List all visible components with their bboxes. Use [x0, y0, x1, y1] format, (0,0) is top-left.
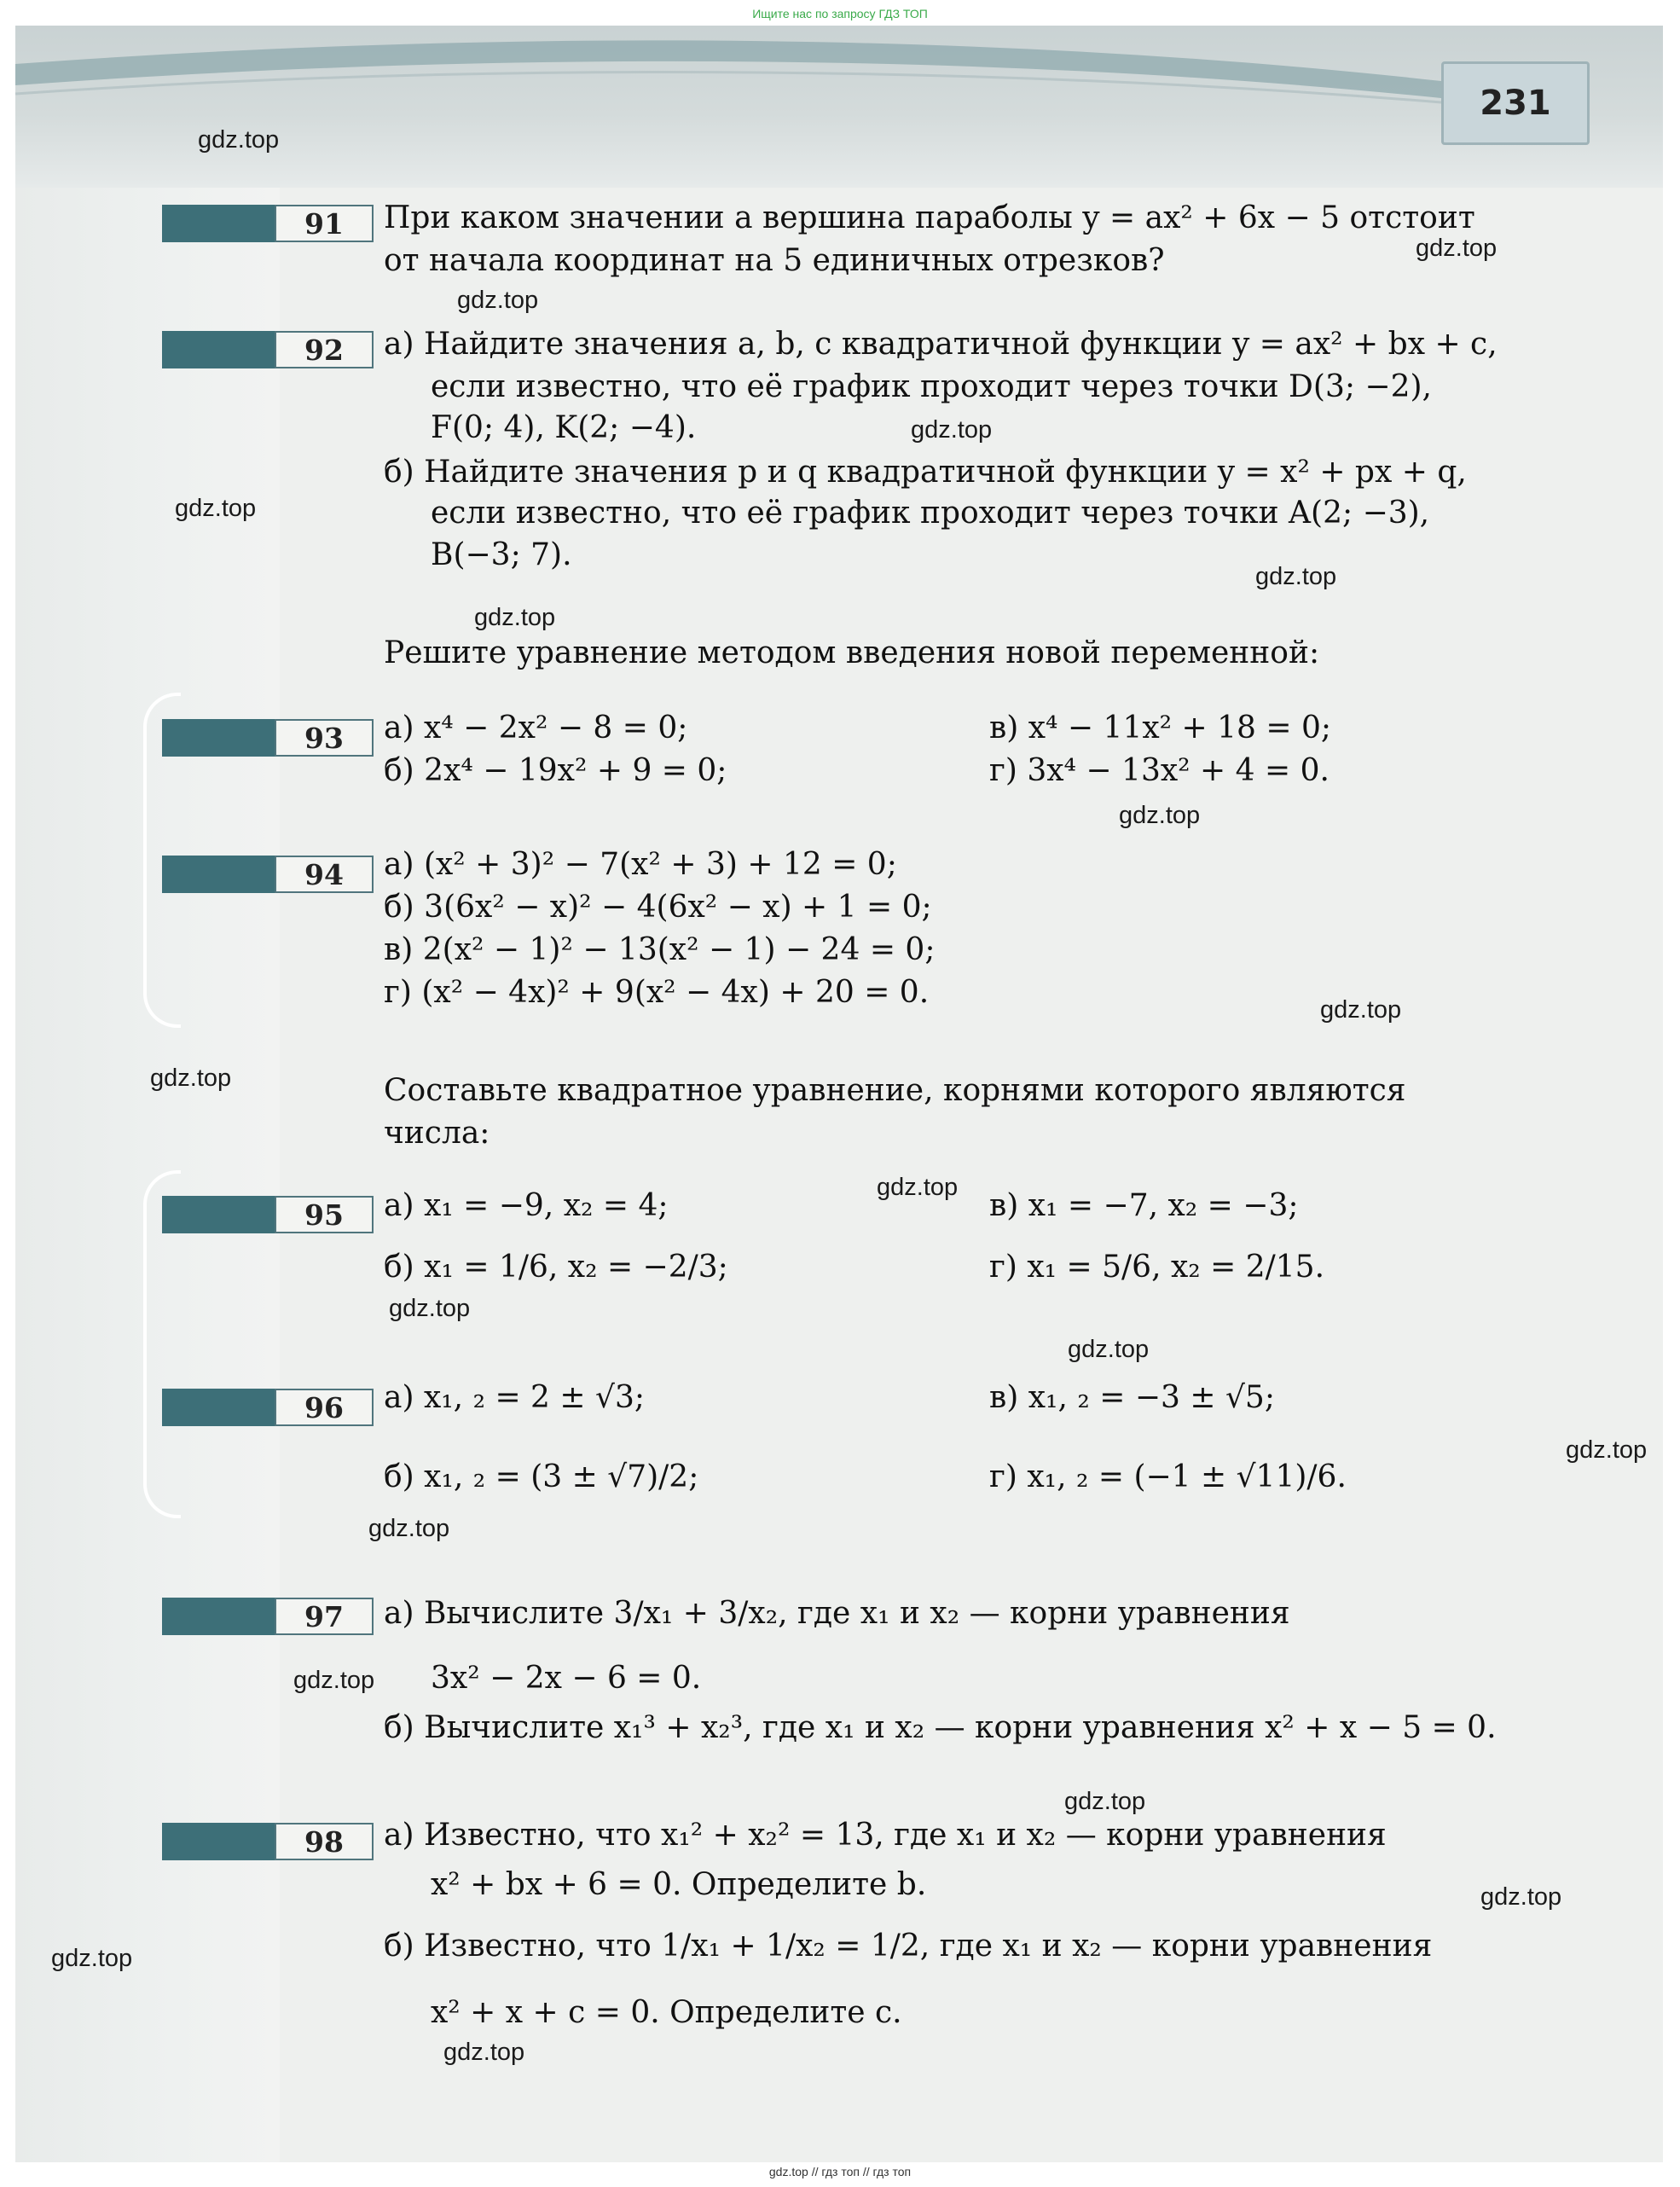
problem-95-a: а) x₁ = −9, x₂ = 4; — [384, 1188, 669, 1223]
problem-97-a-line1: а) Вычислите 3/x₁ + 3/x₂, где x₁ и x₂ — корни уравнения — [384, 1596, 1290, 1631]
problem-98-a-line2: x² + bx + 6 = 0. Определите b. — [431, 1867, 927, 1902]
watermark: gdz.top — [389, 1295, 471, 1322]
watermark: gdz.top — [150, 1064, 232, 1092]
problem-94-b: б) 3(6x² − x)² − 4(6x² − x) + 1 = 0; — [384, 890, 932, 925]
watermark: gdz.top — [1480, 1883, 1562, 1911]
problem-number: 95 — [275, 1196, 374, 1233]
problem-number: 91 — [275, 205, 374, 242]
instruction-substitution: Решите уравнение методом введения новой переменной: — [384, 635, 1320, 670]
watermark: gdz.top — [443, 2039, 525, 2066]
problem-92-a-line2: если известно, что её график проходит через точки D(3; −2), — [431, 369, 1432, 404]
top-note: Ищите нас по запросу ГДЗ ТОП — [752, 7, 928, 20]
problem-96-b: б) x₁, ₂ = (3 ± √7)/2; — [384, 1459, 699, 1494]
instruction-compose-line2: числа: — [384, 1116, 490, 1151]
watermark: gdz.top — [457, 287, 539, 314]
problem-98-a-line1: а) Известно, что x₁² + x₂² = 13, где x₁ и x₂ — корни уравнения — [384, 1818, 1387, 1853]
watermark: gdz.top — [198, 126, 280, 154]
problem-bar — [162, 1196, 275, 1233]
problem-91-line1: При каком значении a вершина параболы y = ax² + 6x − 5 отстоит — [384, 200, 1475, 235]
watermark: gdz.top — [1255, 563, 1337, 590]
problem-number: 92 — [275, 331, 374, 368]
watermark: gdz.top — [1068, 1336, 1150, 1363]
problem-92-a-line3: F(0; 4), K(2; −4). — [431, 410, 697, 445]
watermark: gdz.top — [51, 1945, 133, 1972]
instruction-compose-line1: Составьте квадратное уравнение, корнями которого являются — [384, 1073, 1406, 1108]
watermark: gdz.top — [175, 495, 257, 522]
header-swoosh — [0, 0, 1680, 196]
problem-98-b-line2: x² + x + c = 0. Определите c. — [431, 1995, 902, 2030]
watermark: gdz.top — [293, 1667, 375, 1694]
problem-96-v: в) x₁, ₂ = −3 ± √5; — [989, 1380, 1275, 1415]
problem-91-line2: от начала координат на 5 единичных отрезков? — [384, 243, 1165, 278]
problem-95-b: б) x₁ = 1/6, x₂ = −2/3; — [384, 1250, 728, 1285]
problem-93-v: в) x⁴ − 11x² + 18 = 0; — [989, 711, 1332, 745]
problem-number: 98 — [275, 1823, 374, 1860]
problem-92-b-line1: б) Найдите значения p и q квадратичной функции y = x² + px + q, — [384, 455, 1467, 490]
problem-96-g: г) x₁, ₂ = (−1 ± √11)/6. — [989, 1459, 1347, 1494]
problem-bar — [162, 1823, 275, 1860]
problem-number: 94 — [275, 856, 374, 893]
problem-number: 93 — [275, 719, 374, 757]
problem-95-g: г) x₁ = 5/6, x₂ = 2/15. — [989, 1250, 1325, 1285]
problem-92-b-line3: B(−3; 7). — [431, 537, 572, 572]
watermark: gdz.top — [1566, 1436, 1648, 1464]
problem-number: 97 — [275, 1598, 374, 1635]
watermark: gdz.top — [877, 1174, 959, 1201]
watermark: gdz.top — [368, 1515, 450, 1542]
problem-number: 96 — [275, 1389, 374, 1426]
problem-bar — [162, 205, 275, 242]
problem-93-a: а) x⁴ − 2x² − 8 = 0; — [384, 711, 688, 745]
problem-bar — [162, 331, 275, 368]
problem-94-g: г) (x² − 4x)² + 9(x² − 4x) + 20 = 0. — [384, 975, 930, 1010]
problem-95-v: в) x₁ = −7, x₂ = −3; — [989, 1188, 1299, 1223]
watermark: gdz.top — [1320, 996, 1402, 1024]
watermark: gdz.top — [474, 604, 556, 631]
problem-97-b: б) Вычислите x₁³ + x₂³, где x₁ и x₂ — корни уравнения x² + x − 5 = 0. — [384, 1710, 1497, 1745]
problem-94-v: в) 2(x² − 1)² − 13(x² − 1) − 24 = 0; — [384, 932, 936, 967]
watermark: gdz.top — [1416, 235, 1498, 262]
problem-bar — [162, 719, 275, 757]
watermark: gdz.top — [1119, 802, 1201, 829]
page-number: 231 — [1441, 61, 1590, 145]
problem-98-b-line1: б) Известно, что 1/x₁ + 1/x₂ = 1/2, где x₁ и x₂ — корни уравнения — [384, 1929, 1433, 1964]
problem-92-a-line1: а) Найдите значения a, b, c квадратичной функции y = ax² + bx + c, — [384, 327, 1498, 362]
problem-93-g: г) 3x⁴ − 13x² + 4 = 0. — [989, 753, 1330, 788]
watermark: gdz.top — [911, 416, 993, 444]
watermark: gdz.top — [1064, 1788, 1146, 1815]
problem-bar — [162, 1598, 275, 1635]
problem-bar — [162, 1389, 275, 1426]
problem-bar — [162, 856, 275, 893]
bottom-note: gdz.top // гдз топ // гдз топ — [768, 2165, 912, 2178]
problem-94-a: а) (x² + 3)² − 7(x² + 3) + 12 = 0; — [384, 847, 897, 882]
problem-97-a-line2: 3x² − 2x − 6 = 0. — [431, 1661, 702, 1696]
problem-93-b: б) 2x⁴ − 19x² + 9 = 0; — [384, 753, 727, 788]
problem-92-b-line2: если известно, что её график проходит через точки A(2; −3), — [431, 496, 1430, 531]
problem-96-a: а) x₁, ₂ = 2 ± √3; — [384, 1380, 645, 1415]
